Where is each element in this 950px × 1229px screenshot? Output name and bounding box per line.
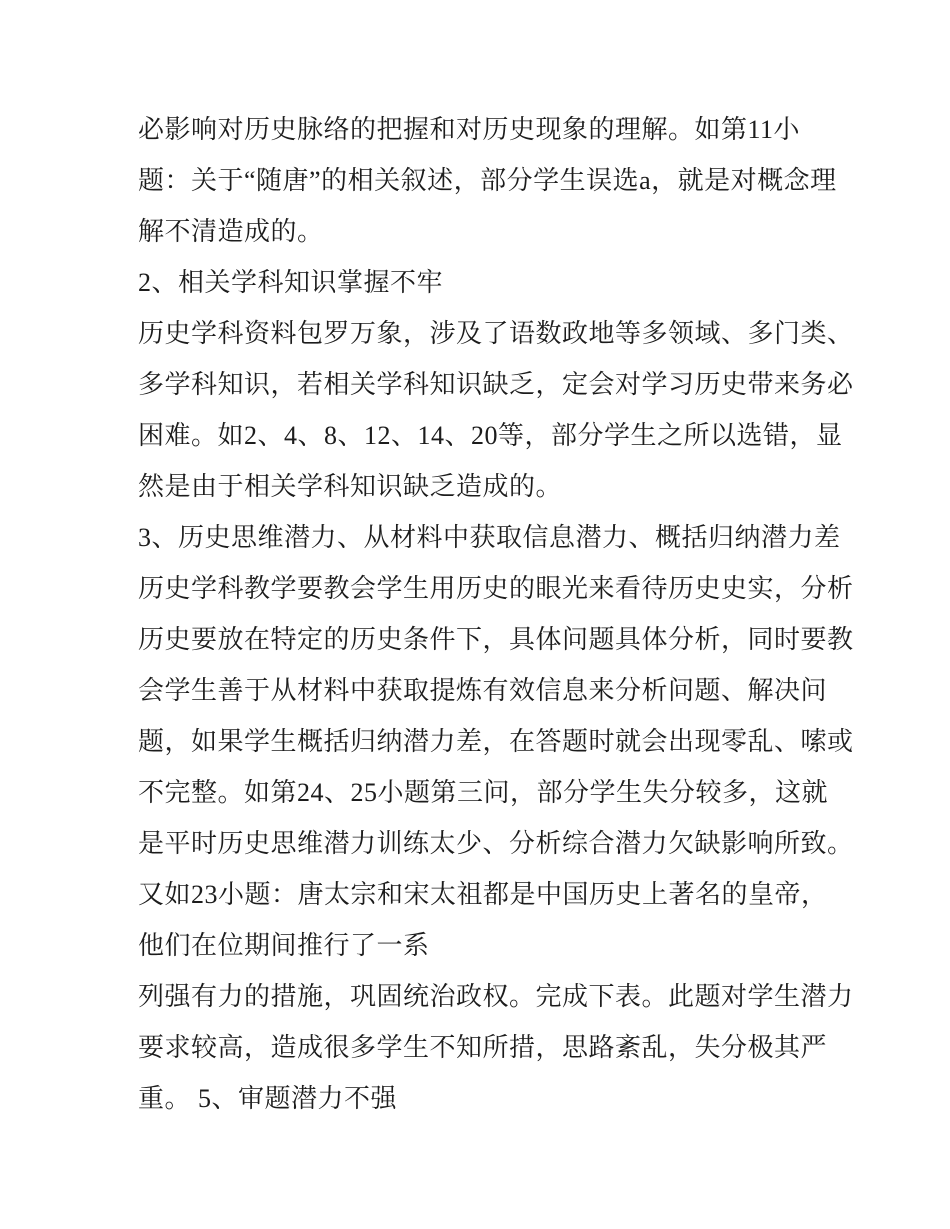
text-line: 列强有力的措施，巩固统治政权。完成下表。此题对学生潜力 [138, 982, 854, 1011]
text-line: 要求较高，造成很多学生不知所措，思路紊乱，失分极其严 [138, 1033, 828, 1062]
text-line: 是平时历史思维潜力训练太少、分析综合潜力欠缺影响所致。 [138, 829, 854, 858]
text-line: 然是由于相关学科知识缺乏造成的。 [138, 472, 563, 501]
text-line: 必影响对历史脉络的把握和对历史现象的理解。如第11小 [138, 115, 801, 144]
text-line: 题，如果学生概括归纳潜力差，在答题时就会出现零乱、嗦或 [138, 727, 854, 756]
text-line: 不完整。如第24、25小题第三问，部分学生失分较多，这就 [138, 778, 829, 807]
text-line: 多学科知识，若相关学科知识缺乏，定会对学习历史带来务必 [138, 370, 854, 399]
text-line-section-heading: 重。 5、审题潜力不强 [138, 1084, 398, 1113]
text-line: 又如23小题：唐太宗和宋太祖都是中国历史上著名的皇帝， [138, 880, 828, 909]
text-line: 困难。如2、4、8、12、14、20等，部分学生之所以选错，显 [138, 421, 843, 450]
text-line-section-heading: 3、历史思维潜力、从材料中获取信息潜力、概括归纳潜力差 [138, 523, 841, 552]
text-line: 历史学科教学要教会学生用历史的眼光来看待历史史实，分析 [138, 574, 854, 603]
document-text-block [138, 104, 854, 1124]
text-line: 会学生善于从材料中获取提炼有效信息来分析问题、解决问 [138, 676, 828, 705]
text-line: 他们在位期间推行了一系 [138, 931, 430, 960]
text-line: 历史要放在特定的历史条件下，具体问题具体分析，同时要教 [138, 625, 854, 654]
text-line: 历史学科资料包罗万象，涉及了语数政地等多领域、多门类、 [138, 319, 854, 348]
text-line: 题：关于“随唐”的相关叙述，部分学生误选a，就是对概念理 [138, 166, 837, 195]
text-line: 解不清造成的。 [138, 217, 324, 246]
text-line-section-heading: 2、相关学科知识掌握不牢 [138, 268, 444, 297]
